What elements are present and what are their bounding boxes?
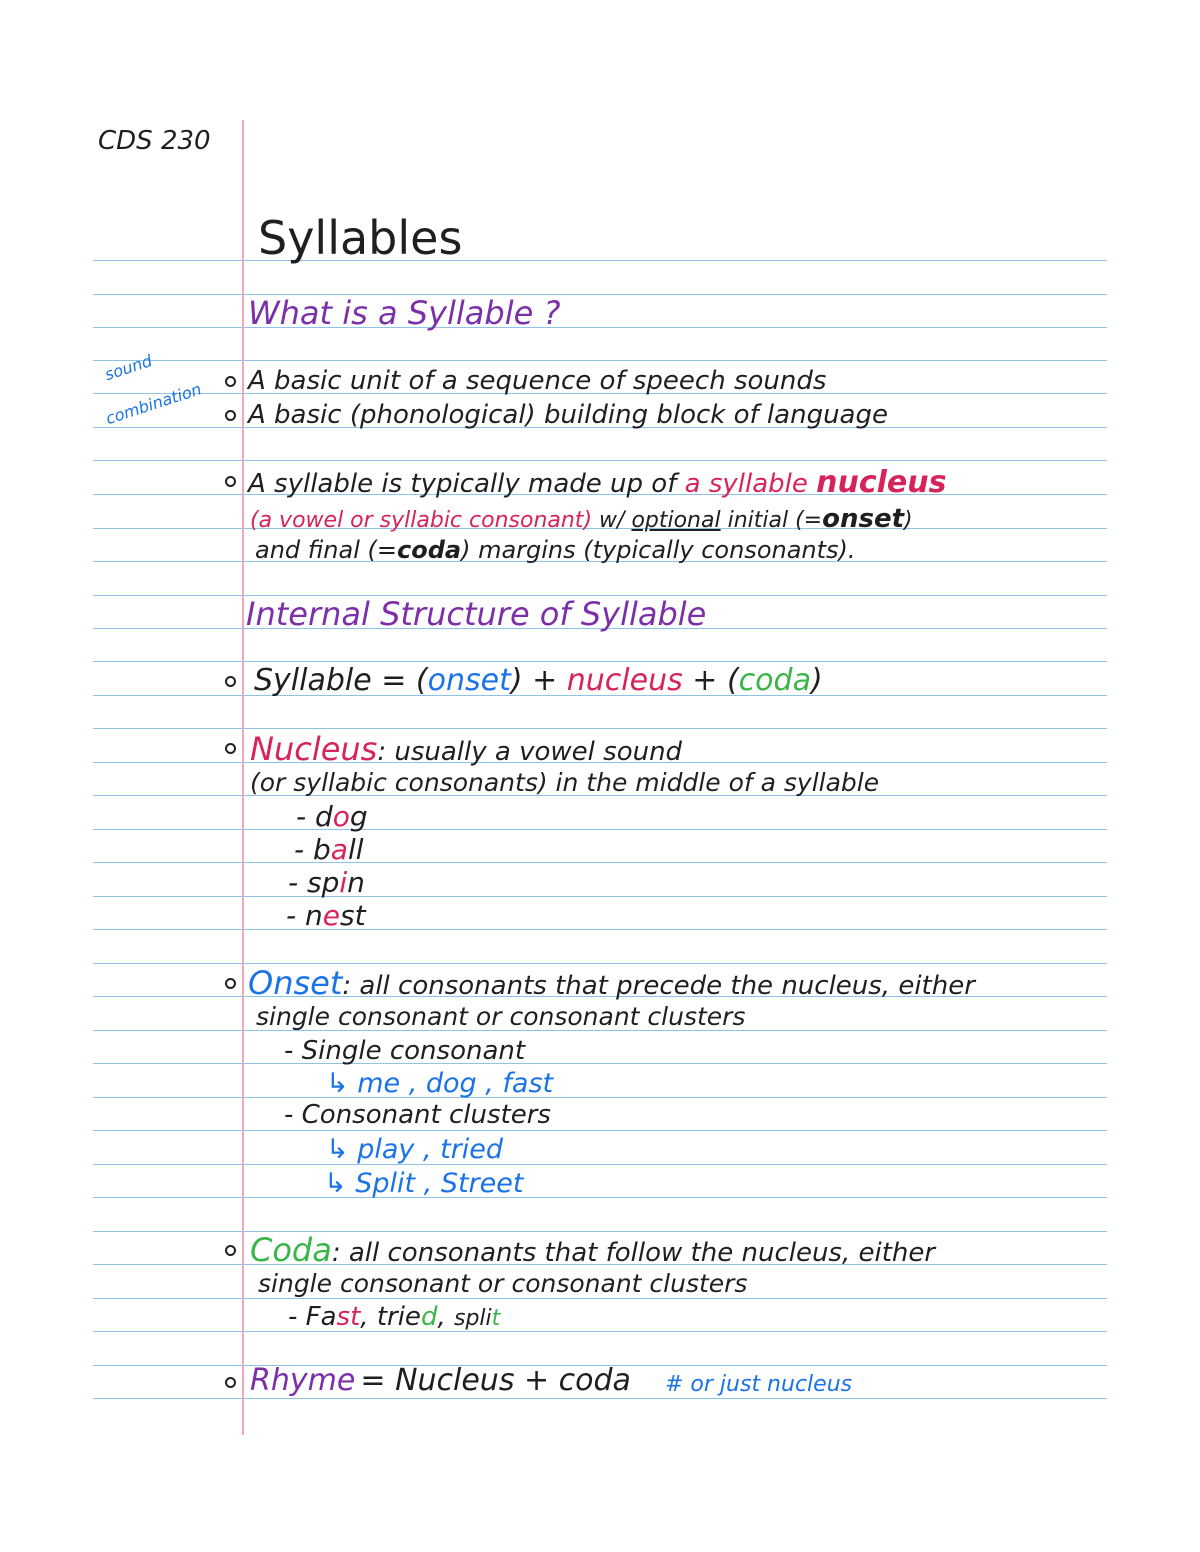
rhyme-heading: Rhyme — [250, 1363, 356, 1398]
nucleus-example — [286, 899, 366, 932]
nucleus-term: nucleus — [816, 465, 947, 500]
syllable-made-of-line1 — [248, 465, 947, 500]
ruled-line — [93, 862, 1107, 863]
plus1: ) + — [510, 663, 558, 698]
nucleus-example — [294, 833, 364, 866]
bullet-basic-unit: A basic unit of a sequence of speech sounds — [248, 366, 827, 396]
course-code: CDS 230 — [98, 126, 211, 156]
coda-term: coda — [396, 536, 462, 564]
onset-def1: : all consonants that precede the nucleus, either — [342, 971, 975, 1001]
syllable-formula — [254, 663, 823, 698]
ex-pre: - n — [286, 899, 323, 932]
ruled-line — [93, 360, 1107, 361]
ex-vowel: i — [339, 866, 348, 899]
coda-definition — [250, 1231, 936, 1269]
bullet-dot — [225, 376, 236, 387]
ruled-line — [93, 963, 1107, 964]
ruled-line — [93, 1063, 1107, 1064]
onset-cluster-examples2: ↳ Split , Street — [324, 1168, 524, 1199]
ruled-line — [93, 294, 1107, 295]
ruled-line — [93, 1398, 1107, 1399]
ex-vowel: o — [332, 800, 350, 833]
margin-line — [242, 120, 244, 1435]
ex-coda: t — [491, 1306, 501, 1331]
ex-pre: - d — [296, 800, 333, 833]
text: A syllable is typically made up of — [248, 469, 677, 499]
rhyme-definition — [250, 1363, 631, 1398]
nucleus-heading: Nucleus — [250, 730, 378, 768]
ruled-line — [93, 460, 1107, 461]
bullet-dot — [225, 1377, 236, 1388]
with: w/ — [599, 508, 625, 533]
page-title: Syllables — [258, 211, 463, 265]
ex-coda: st — [336, 1302, 361, 1332]
ex-post: g — [349, 800, 368, 833]
text-red: a syllable — [684, 469, 808, 499]
coda-examples — [288, 1304, 500, 1330]
ruled-line — [93, 327, 1107, 328]
and-final: and final (= — [255, 536, 397, 564]
ruled-line — [93, 1164, 1107, 1165]
ruled-line — [93, 1130, 1107, 1131]
bullet-dot — [225, 978, 236, 989]
onset-def2: single consonant or consonant clusters — [256, 1002, 746, 1031]
ex-post: st — [339, 899, 366, 932]
vowel-or-consonant: (a vowel or syllabic consonant) — [250, 508, 593, 533]
initial: initial (= — [727, 508, 823, 533]
formula-onset: onset — [427, 663, 511, 698]
nucleus-def1: : usually a vowel sound — [377, 737, 683, 767]
ex-post: ll — [347, 833, 364, 866]
coda-def2: single consonant or consonant clusters — [258, 1269, 748, 1298]
bullet-building-block: A basic (phonological) building block of language — [248, 400, 888, 430]
bullet-dot — [225, 476, 236, 487]
onset-single-examples: ↳ me , dog , fast — [326, 1068, 554, 1099]
margins: ) margins (typically consonants). — [461, 536, 856, 564]
syllable-made-of-line3 — [255, 538, 856, 562]
ex-pre: - b — [294, 833, 331, 866]
ex-pre: spli — [453, 1306, 492, 1331]
ruled-line — [93, 1298, 1107, 1299]
onset-cluster-examples1: ↳ play , tried — [326, 1134, 504, 1165]
ruled-line — [93, 1231, 1107, 1232]
ruled-line — [93, 1331, 1107, 1332]
ex-post: , — [437, 1302, 446, 1332]
nucleus-example — [296, 800, 368, 833]
close: ) — [810, 663, 823, 698]
ex-pre: - sp — [288, 866, 340, 899]
ex-vowel: a — [330, 833, 348, 866]
optional: optional — [631, 508, 721, 533]
bullet-dot — [225, 410, 236, 421]
ruled-line — [93, 1197, 1107, 1198]
onset-sub-single: - Single consonant — [284, 1036, 526, 1066]
ex-post: n — [347, 866, 365, 899]
onset-heading: Onset — [248, 964, 343, 1002]
plus2: + ( — [692, 663, 739, 698]
rhyme-note: # or just nucleus — [665, 1372, 853, 1397]
nucleus-def2: (or syllabic consonants) in the middle of a syllable — [250, 768, 880, 797]
ruled-line — [93, 829, 1107, 830]
bullet-dot — [225, 1245, 236, 1256]
onset-definition — [248, 964, 975, 1002]
bullet-dot — [225, 676, 236, 687]
formula-coda: coda — [738, 663, 811, 698]
close-paren: ) — [904, 508, 913, 533]
ruled-line — [93, 896, 1107, 897]
formula-nucleus: nucleus — [566, 663, 683, 698]
coda-def1: : all consonants that follow the nucleus, either — [331, 1238, 936, 1268]
onset-sub-clusters: - Consonant clusters — [284, 1100, 551, 1130]
margin-note-combination: combination — [103, 379, 204, 429]
syllable-made-of-line2 — [250, 506, 913, 532]
heading-internal-structure: Internal Structure of Syllable — [246, 595, 707, 633]
margin-note-sound: sound — [102, 351, 155, 385]
ex-vowel: e — [322, 899, 340, 932]
bullet-dot — [225, 743, 236, 754]
ruled-line — [93, 929, 1107, 930]
ex-coda: d — [420, 1302, 438, 1332]
heading-what-is-syllable: What is a Syllable ? — [248, 294, 561, 332]
onset-term: onset — [822, 504, 905, 534]
ruled-line — [93, 728, 1107, 729]
coda-heading: Coda — [250, 1231, 332, 1269]
syllable-eq: Syllable = ( — [254, 663, 428, 698]
nucleus-example — [288, 866, 365, 899]
ruled-line — [93, 260, 1107, 261]
nucleus-definition — [250, 730, 683, 768]
ruled-line — [93, 1097, 1107, 1098]
ex-pre: - Fa — [288, 1302, 337, 1332]
ruled-line — [93, 661, 1107, 662]
ex-post: , — [360, 1302, 369, 1332]
ex-pre: trie — [376, 1302, 421, 1332]
rhyme-equation: = Nucleus + coda — [360, 1363, 631, 1398]
